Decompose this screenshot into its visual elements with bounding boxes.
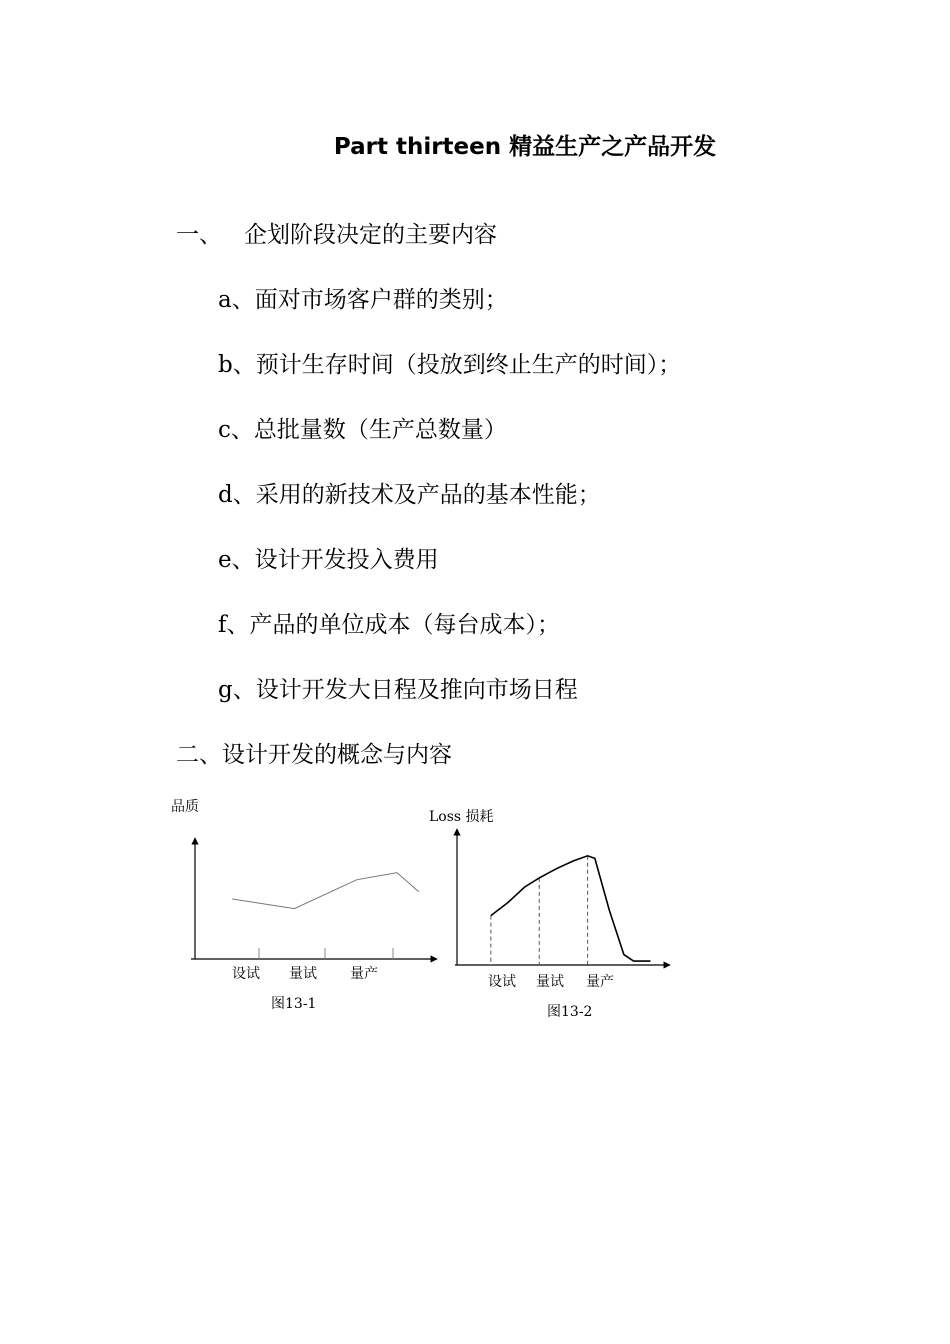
chart-1-tick-label: 量试: [289, 966, 317, 982]
list-item-b: b、预计生存时间（投放到终止生产的时间）；: [218, 352, 682, 378]
list-item-a: a、面对市场客户群的类别；: [218, 287, 508, 313]
section-heading-2: 二、设计开发的概念与内容: [176, 742, 452, 768]
chart-2-tick-label: 量试: [536, 974, 564, 990]
chart-1-tick-label: 量产: [350, 966, 378, 982]
section-title: 企划阶段决定的主要内容: [244, 222, 497, 248]
chart-1-caption: 图13-1: [271, 996, 317, 1012]
chart-2-caption: 图13-2: [547, 1004, 593, 1020]
chart-1-series-line: [232, 873, 418, 909]
section-number: 一、: [176, 222, 222, 248]
list-item-f: f、产品的单位成本（每台成本）；: [218, 612, 561, 638]
chart-1-ylabel: 品质: [171, 799, 199, 815]
list-item-e: e、设计开发投入费用: [218, 547, 439, 573]
chart-1: [171, 799, 437, 1012]
chart-2-tick-label: 量产: [586, 974, 614, 990]
chart-2-series-line: [491, 856, 651, 961]
page-title: Part thirteen 精益生产之产品开发: [333, 134, 717, 160]
chart-1-tick-label: 设试: [232, 966, 260, 982]
list-item-g: g、设计开发大日程及推向市场日程: [218, 677, 578, 703]
chart-2: [429, 808, 670, 1020]
chart-2-ylabel: Loss 损耗: [429, 809, 494, 825]
chart-2-tick-label: 设试: [488, 974, 516, 990]
list-item-c: c、总批量数（生产总数量）: [218, 417, 507, 443]
list-item-d: d、采用的新技术及产品的基本性能；: [218, 482, 601, 508]
